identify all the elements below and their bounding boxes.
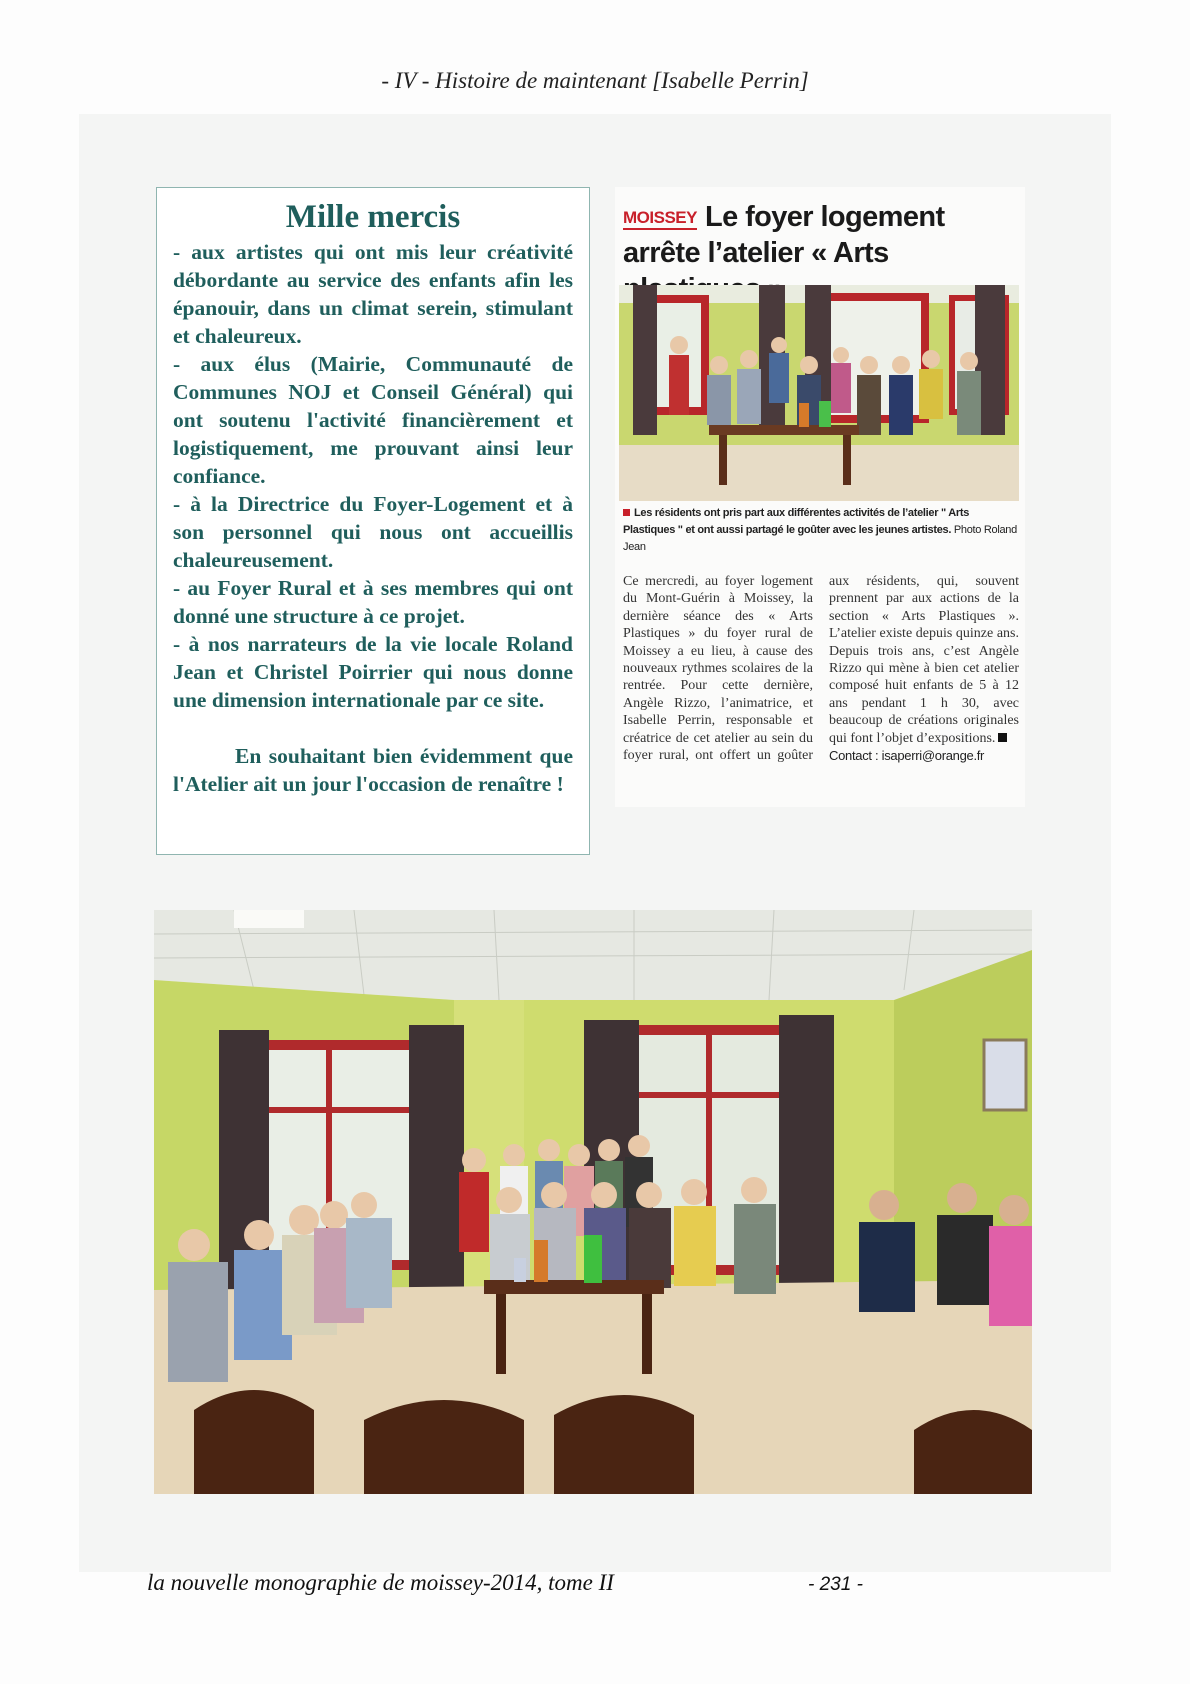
thanks-paragraph: - au Foyer Rural et à ses membres qui ont donné une structure à ce projet. — [173, 576, 573, 628]
clipping-place: MOISSEY — [623, 208, 697, 230]
clipping-contact: Contact : isaperri@orange.fr — [829, 748, 985, 764]
clipping-caption-text: Les résidents ont pris part aux différentes activités de l’atelier " Arts Plastiques " et ont aussi partagé le goûter avec les jeunes artistes. — [623, 507, 970, 536]
clipping-caption — [623, 505, 1019, 556]
clipping-body — [623, 573, 1019, 764]
thanks-title: Mille mercis — [285, 199, 461, 235]
clipping-body-text: Ce mercredi, au foyer logement du Mont-Guérin à Moissey, la dernière séance des « Arts Plastiques » du foyer rural de Moissey a eu lieu, à cause des nouveaux rythmes scolaires de la rentrée. Pour cette dernière, Angèle Rizzo, l’animatrice, et Isabelle Perrin, responsable et créatrice de cet atelier au sein du foyer rural, ont offert un goûter aux résidents, qui, souvent prennent par aux actions de la section « Arts Plastiques ». L’atelier existe depuis quinze ans. Depuis trois ans, c’est Angèle Rizzo qui mène à bien cet atelier composé huit enfants de 5 à 12 ans pendant 1 h 30, avec beaucoup de créations originales qui font l’objet d’expositions. — [623, 574, 1019, 764]
footer-page-number: - 231 - — [808, 1574, 863, 1595]
thanks-paragraph: - aux élus (Mairie, Communauté de Communes NOJ et Conseil Général) qui ont soutenu l'activité financièrement et logistiquement, me prouvant ainsi leur confiance. — [173, 352, 573, 488]
thanks-paragraph: - à nos narrateurs de la vie locale Roland Jean et Christel Poirrier qui nous donne une dimension internationale par ce site. — [173, 632, 573, 712]
clipping-photo-credit: Photo Roland Jean — [623, 524, 1017, 553]
thanks-closing: En souhaitant bien évidemment que l'Atelier ait un jour l'occasion de renaître ! — [173, 744, 573, 796]
group-photo — [154, 910, 1032, 1494]
group-photo-illustration — [154, 910, 1032, 1494]
clipping-photo — [619, 285, 1019, 501]
thanks-paragraph: - aux artistes qui ont mis leur créativité débordante au service des enfants afin les épanouir, dans un climat serein, stimulant et chaleureux. — [173, 240, 573, 348]
clipping-headline: Le foyer logement arrête l’atelier « Arts — [623, 201, 945, 269]
caption-bullet-icon — [623, 509, 630, 516]
running-header: - IV - Histoire de maintenant [Isabelle Perrin] — [381, 68, 809, 93]
newspaper-clipping — [615, 187, 1025, 807]
clipping-photo-illustration — [619, 285, 1019, 501]
thanks-box — [156, 187, 590, 855]
footer-book-title: la nouvelle monographie de moissey-2014, tome II — [147, 1570, 614, 1595]
thanks-paragraph: - à la Directrice du Foyer-Logement et à son personnel qui nous ont accueillis chaleureusement. — [173, 492, 573, 572]
end-of-article-icon — [998, 733, 1007, 742]
